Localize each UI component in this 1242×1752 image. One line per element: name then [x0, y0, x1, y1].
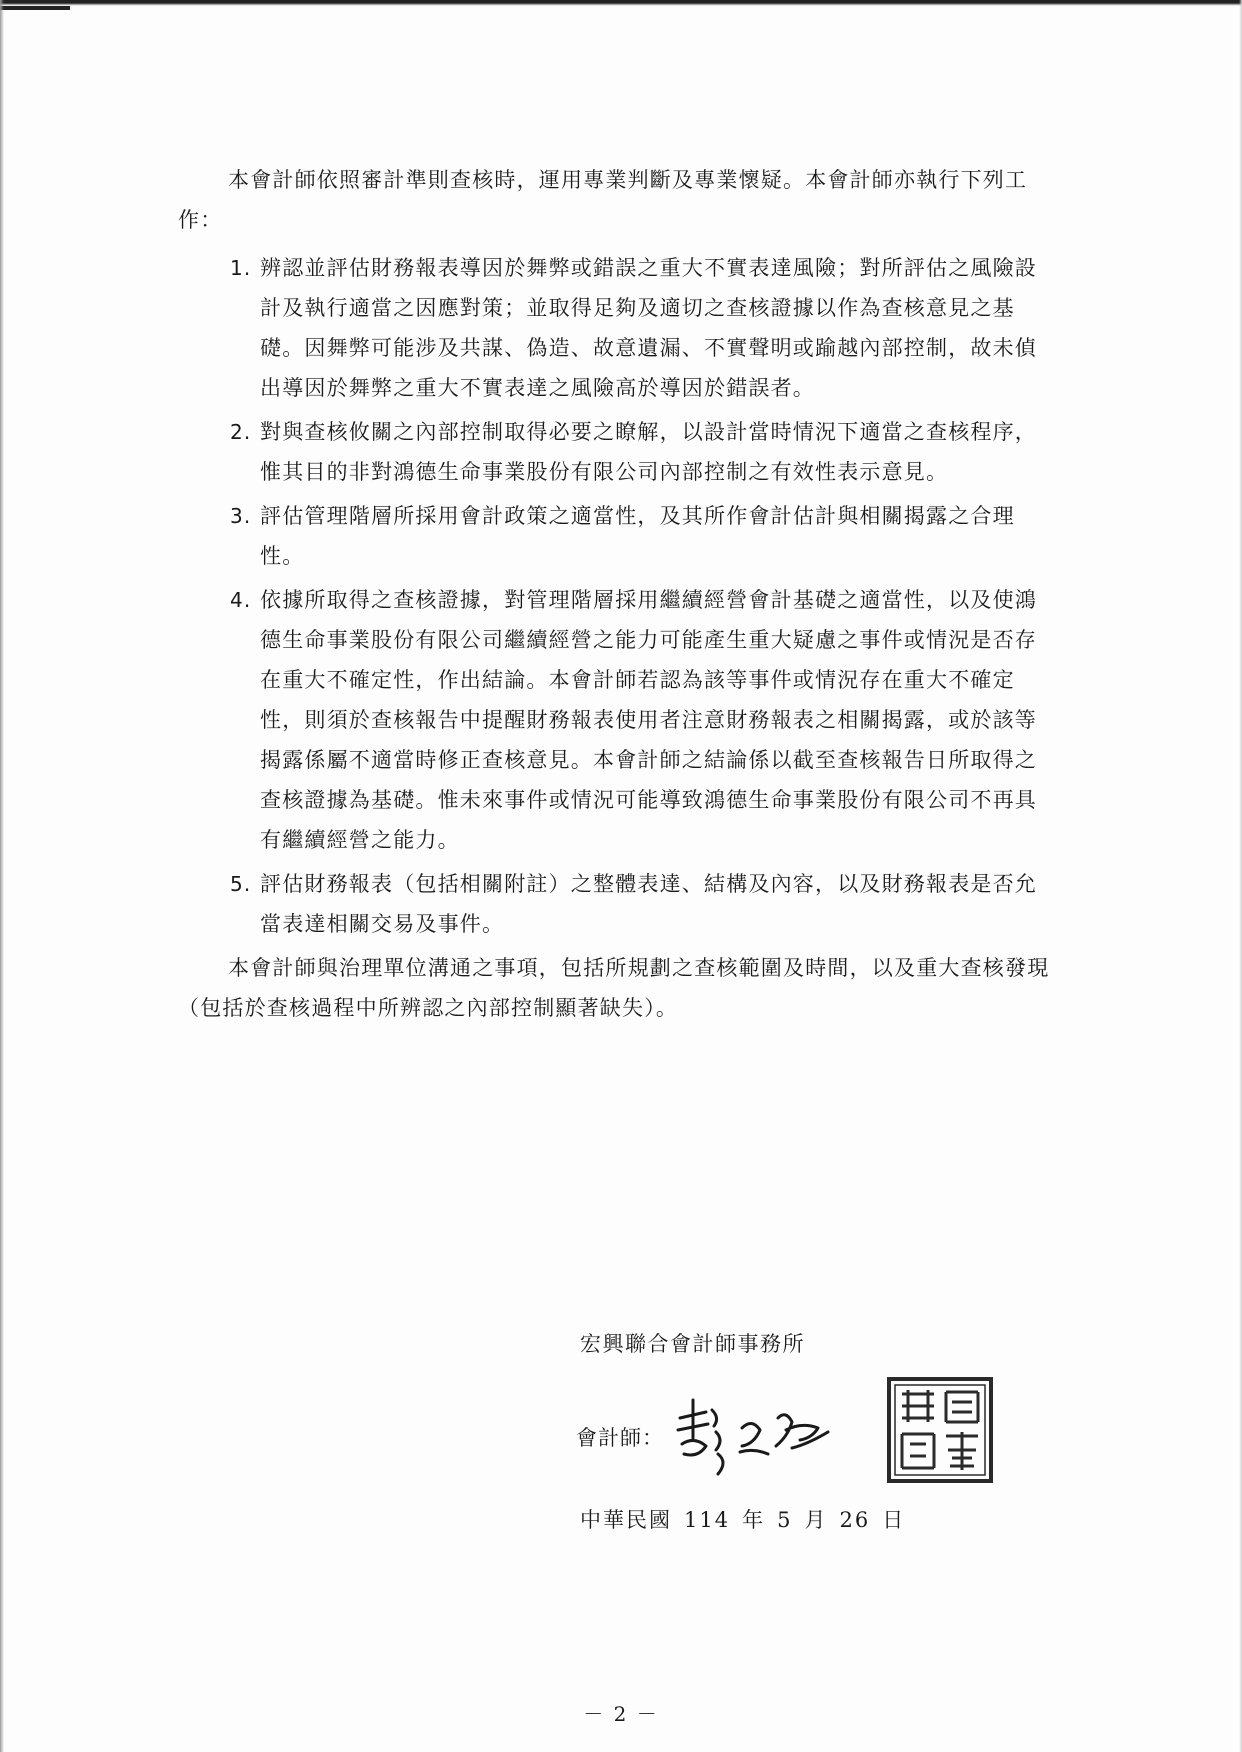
handwritten-signature: [668, 1388, 838, 1488]
list-item: [230, 580, 1050, 860]
item-text: 評估財務報表（包括相關附註）之整體表達、結構及內容，以及財務報表是否允當表達相關交易及事件。: [260, 872, 1037, 936]
date-era: 中華民國: [580, 1508, 672, 1532]
item-number: 2.: [230, 420, 252, 444]
item-number: 5.: [230, 872, 252, 896]
date-day: 26: [839, 1508, 871, 1532]
list-item: [230, 496, 1050, 576]
item-text: 評估管理階層所採用會計政策之適當性，及其所作會計估計與相關揭露之合理性。: [260, 504, 1015, 568]
item-number: 1.: [230, 256, 252, 280]
signature-block: [570, 1328, 1010, 1558]
date-month-unit: 月: [804, 1508, 828, 1532]
scan-corner-mark: [0, 6, 70, 22]
report-body: [178, 160, 1050, 1028]
list-item: [230, 864, 1050, 944]
page-number: － 2 －: [583, 1702, 659, 1726]
list-item: [230, 412, 1050, 492]
list-item: [230, 248, 1050, 408]
seal-stamp: [886, 1376, 994, 1484]
date-year-unit: 年: [742, 1508, 766, 1532]
report-date: [580, 1504, 917, 1534]
item-number: 4.: [230, 588, 252, 612]
item-text: 對與查核攸關之內部控制取得必要之瞭解，以設計當時情況下適當之查核程序，惟其目的非對鴻德生命事業股份有限公司內部控制之有效性表示意見。: [260, 420, 1037, 484]
closing-paragraph: 本會計師與治理單位溝通之事項，包括所規劃之查核範圍及時間，以及重大查核發現（包括於查核過程中所辨認之內部控制顯著缺失）。: [178, 956, 1050, 1020]
date-day-unit: 日: [882, 1508, 906, 1532]
item-number: 3.: [230, 504, 252, 528]
item-text: 辨認並評估財務報表導因於舞弊或錯誤之重大不實表達風險；對所評估之風險設計及執行適當之因應對策；並取得足夠及適切之查核證據以作為查核意見之基礎。因舞弊可能涉及共謀、偽造、故意遺漏、不實聲明或踰越內部控制，故未偵出導因於舞弊之重大不實表達之風險高於導因於錯誤者。: [260, 256, 1037, 400]
date-year: 114: [684, 1508, 731, 1532]
item-text: 依據所取得之查核證據，對管理階層採用繼續經營會計基礎之適當性，以及使鴻德生命事業股份有限公司繼續經營之能力可能產生重大疑慮之事件或情況是否存在重大不確定性，作出結論。本會計師若認為該等事件或情況存在重大不確定性，則須於查核報告中提醒財務報表使用者注意財務報表之相關揭露，或於該等揭露係屬不適當時修正查核意見。本會計師之結論係以截至查核報告日所取得之查核證據為基礎。惟未來事件或情況可能導致鴻德生命事業股份有限公司不再具有繼續經營之能力。: [260, 588, 1037, 852]
intro-paragraph: 本會計師依照審計準則查核時，運用專業判斷及專業懷疑。本會計師亦執行下列工作：: [178, 168, 1028, 232]
scan-top-edge: [0, 0, 1242, 6]
scan-left-edge: [0, 0, 4, 1752]
cpa-label: 會計師：: [576, 1426, 664, 1450]
procedures-list: [178, 248, 1050, 944]
date-month: 5: [777, 1508, 793, 1532]
firm-name: 宏興聯合會計師事務所: [580, 1332, 805, 1356]
